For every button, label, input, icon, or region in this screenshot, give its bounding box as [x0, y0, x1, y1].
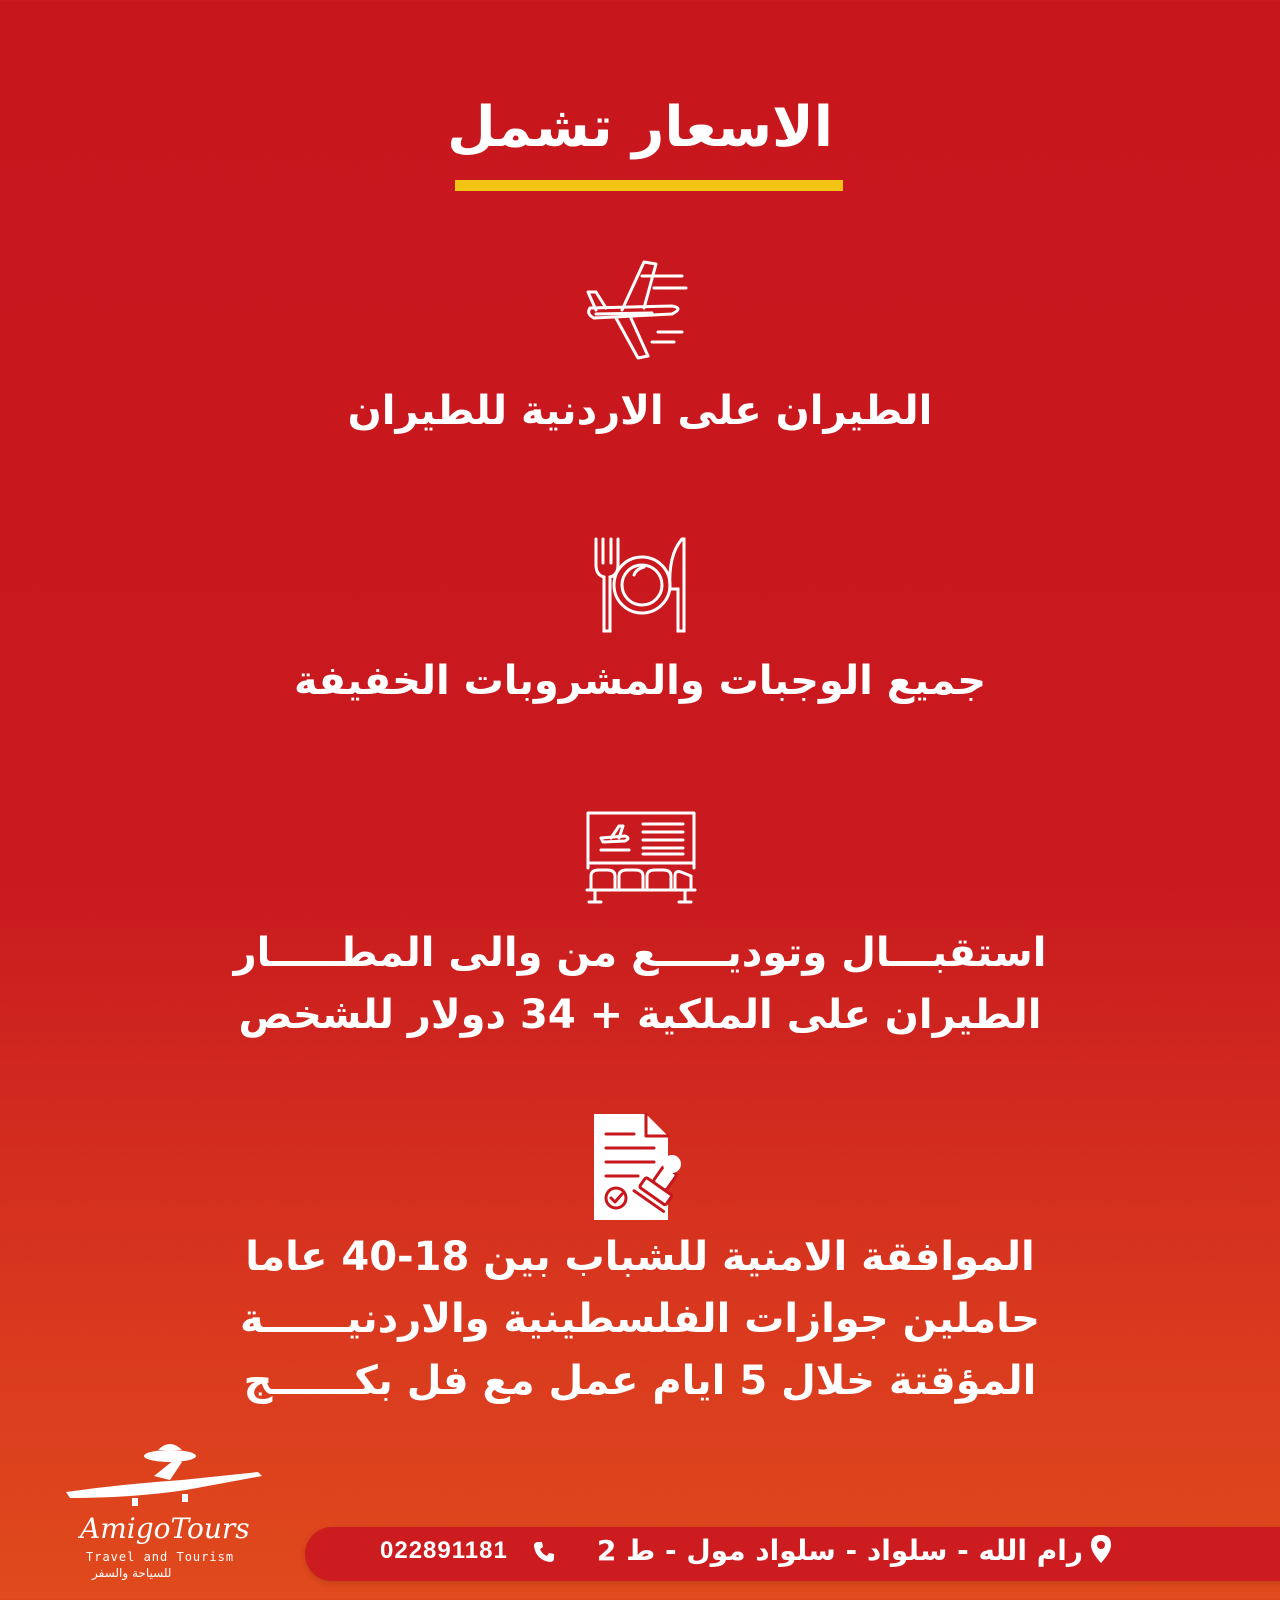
item-line: المؤقتة خلال 5 ايام عمل مع فل بكــــــج [243, 1358, 1037, 1404]
item-line: الطيران على الملكية + 34 دولار للشخص [238, 992, 1042, 1038]
title-underline [455, 180, 843, 191]
item-security-approval [0, 1226, 1280, 1412]
logo-name: AmigoTours [80, 1512, 250, 1545]
plate-fork-knife-icon [590, 535, 700, 635]
airport-lounge-icon [585, 810, 697, 910]
item-airline [0, 380, 1280, 442]
item-meals [0, 650, 1280, 712]
phone-number[interactable]: 022891181 [380, 1537, 508, 1564]
page-title: الاسعار تشمل [447, 95, 833, 160]
document-stamp-icon [592, 1112, 688, 1222]
logo-airplane-icon [62, 1440, 272, 1520]
item-line: حاملين جوازات الفلسطينية والاردنيــــــة [240, 1296, 1040, 1342]
location-pin-icon [1090, 1534, 1112, 1564]
airplane-icon [582, 258, 692, 363]
item-line: الموافقة الامنية للشباب بين 18-40 عاما [245, 1234, 1035, 1280]
item-line: استقبـــال وتوديـــــع من والى المطـــــار [233, 930, 1047, 976]
item-line: الطيران على الاردنية للطيران [347, 388, 933, 434]
phone-icon [532, 1540, 556, 1564]
item-airport-transfer [0, 922, 1280, 1046]
logo-tagline-ar: للسياحة والسفر [92, 1566, 172, 1580]
logo-tagline-en: Travel and Tourism [86, 1550, 235, 1564]
item-line: جميع الوجبات والمشروبات الخفيفة [293, 658, 987, 704]
company-logo [62, 1440, 272, 1590]
address-text: رام الله - سلواد - سلواد مول - ط 2 [596, 1534, 1083, 1567]
